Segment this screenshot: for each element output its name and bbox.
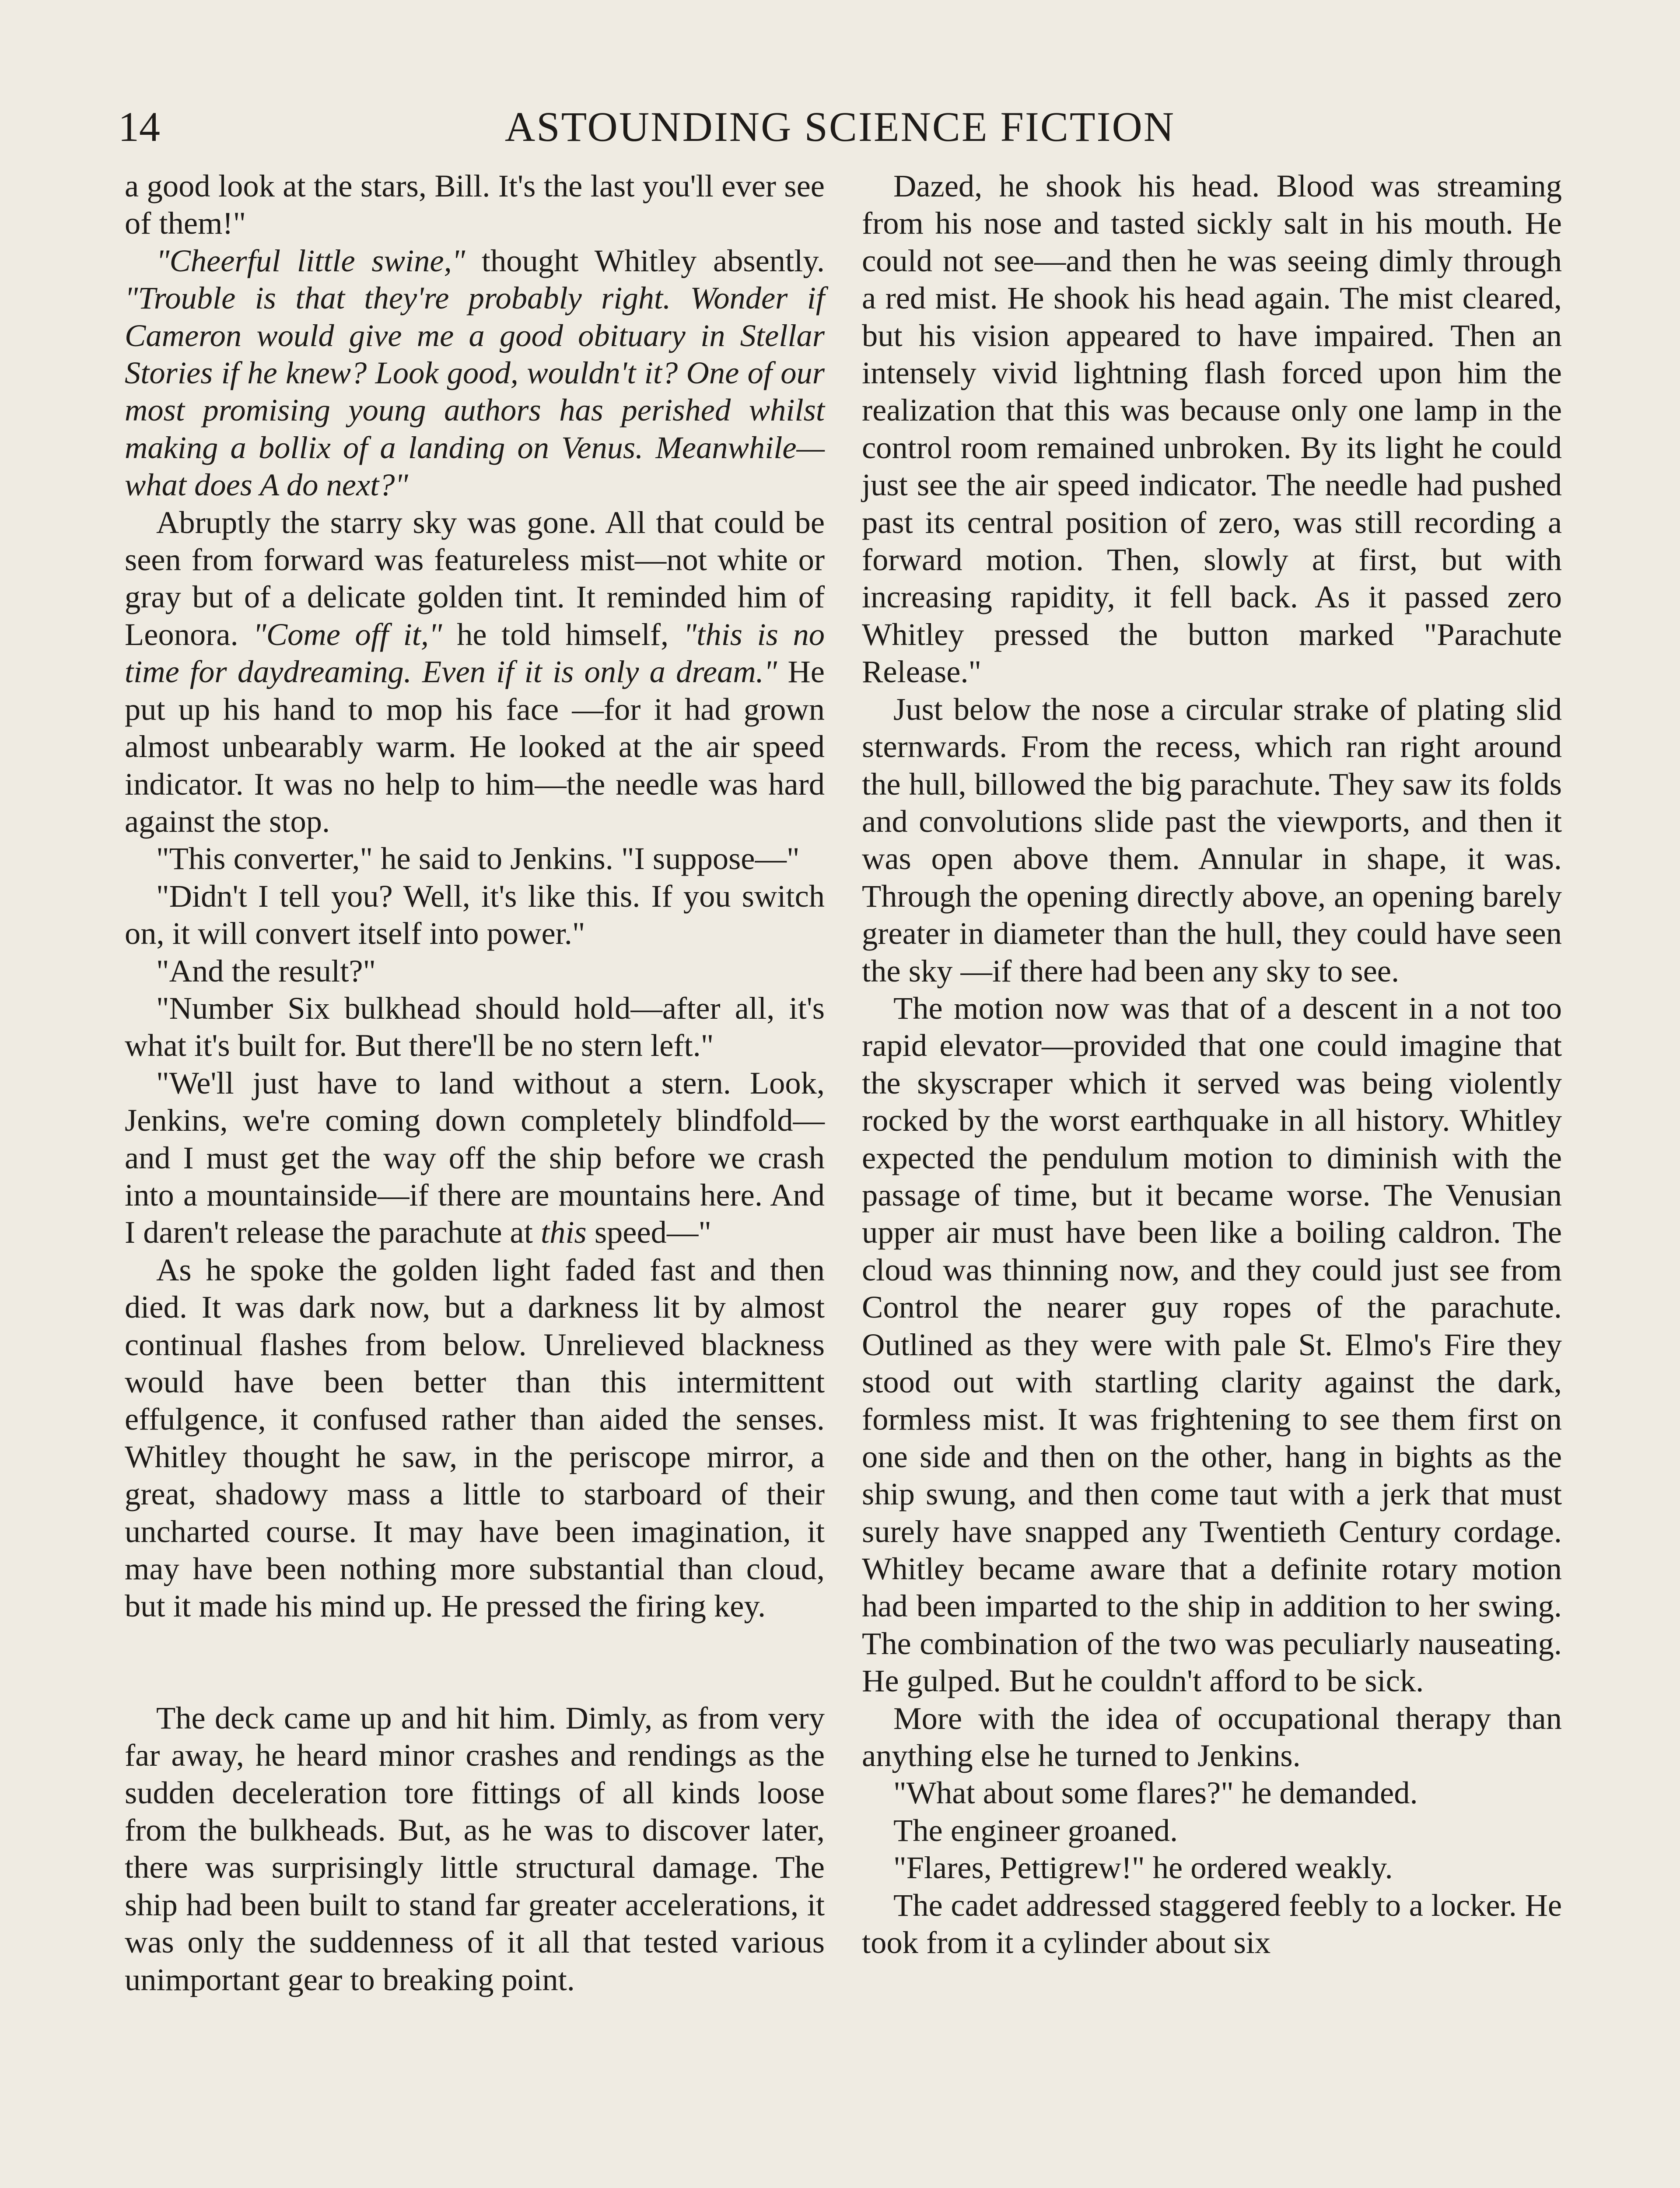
paragraph: As he spoke the golden light faded fast and then died. It was dark now, but a darkness lit by almost continual flashes from below. Unrelieved blackness would have been better than this intermittent effulgence, it confused rather than aided the senses. Whitley thought he saw, in the periscope mirror, a great, shadowy mass a little to starboard of their uncharted course. It may have been imagination, it may have been nothing more substantial than cloud, but it made his mind up. He pressed the firing key. (125, 1252, 825, 1624)
paragraph: a good look at the stars, Bill. It's the last you'll ever see of them!" (125, 168, 825, 241)
right-column (862, 167, 1562, 1961)
text-run: speed—" (586, 1214, 712, 1250)
italic-text: "Come off it," (253, 616, 442, 652)
paragraph (125, 1064, 825, 1251)
paragraph: "Didn't I tell you? Well, it's like this. If you switch on, it will convert itself into power." (125, 878, 825, 951)
page-header (118, 101, 1562, 153)
text-run: "We'll just have to land without a stern. Look, Jenkins, we're coming down completely blindfold—and I must get the way off the ship before we crash into a mountainside—if there are mountains here. And I daren't release the parachute at (125, 1065, 825, 1250)
paragraph: "This converter," he said to Jenkins. "I suppose—" (156, 841, 800, 877)
italic-text: "this is no time for daydreaming. Even if it is only a dream." (125, 616, 825, 690)
paragraph: The deck came up and hit him. Dimly, as from very far away, he heard minor crashes and rendings as the sudden deceleration tore fittings of all kinds loose from the bulkheads. But, as he was to discover later, there was surprisingly little structural damage. The ship had been built to stand far greater accelerations, it was only the suddenness of it all that tested various unimportant gear to breaking point. (125, 1700, 825, 1997)
paragraph: "Number Six bulkhead should hold—after all, it's what it's built for. But there'll be no stern left." (125, 990, 825, 1063)
paragraph: The motion now was that of a descent in a not too rapid elevator—provided that one could imagine that the skyscraper which it served was being violently rocked by the worst earthquake in all history. Whitley expected the pendulum motion to diminish with the passage of time, but it became worse. The Venusian upper air must have been like a boiling caldron. The cloud was thinning now, and they could just see from Control the nearer guy ropes of the parachute. Outlined as they were with pale St. Elmo's Fire they stood out with startling clarity against the dark, formless mist. It was frightening to see them first on one side and then on the other, hang in bights as the ship swung, and then come taut with a jerk that must surely have snapped any Twentieth Century cordage. Whitley became aware that a definite rotary motion had been imparted to the ship in addition to her swing. The combination of the two was peculiarly nauseating. He gulped. But he couldn't afford to be sick. (862, 990, 1562, 1699)
paragraph: The engineer groaned. (893, 1812, 1178, 1848)
paragraph: "What about some flares?" he demanded. (893, 1775, 1418, 1811)
text-run: Abruptly the starry sky was gone. All that could be seen from forward was featureless mist—not white or gray but of a delicate golden tint. It reminded him of Leonora. (125, 504, 825, 652)
paragraph (125, 242, 825, 504)
paragraph: Dazed, he shook his head. Blood was streaming from his nose and tasted sickly salt in his mouth. He could not see—and then he was seeing dimly through a red mist. He shook his head again. The mist cleared, but his vision appeared to have impaired. Then an intensely vivid lightning flash forced upon him the realization that this was because only one lamp in the control room remained unbroken. By its light he could just see the air speed indicator. The needle had pushed past its central position of zero, was still recording a forward motion. Then, slowly at first, but with increasing rapidity, it fell back. As it passed zero Whitley pressed the button marked "Parachute Release." (862, 168, 1562, 690)
page-number: 14 (118, 103, 160, 150)
text-run: He put up his hand to mop his face —for it had grown almost unbearably warm. He looked at the air speed indicator. It was no help to him—the needle was hard against the stop. (125, 654, 825, 839)
paragraph: "And the result?" (156, 953, 376, 989)
italic-text: "Trouble is that they're probably right. Wonder if Cameron would give me a good obituary in Stellar Stories if he knew? Look good, wouldn't it? One of our most promising young authors has perished whilst making a bollix of a landing on Venus. Meanwhile—what does A do next?" (125, 280, 825, 503)
paragraph: "Flares, Pettigrew!" he ordered weakly. (893, 1850, 1393, 1886)
left-column (125, 167, 825, 1998)
paragraph: The cadet addressed staggered feebly to a locker. He took from it a cylinder about six (862, 1887, 1562, 1960)
paragraph (125, 504, 825, 840)
text-run: thought Whitley absently. (465, 242, 825, 278)
paragraph: Just below the nose a circular strake of plating slid sternwards. From the recess, which ran right around the hull, billowed the big parachute. They saw its folds and convolutions slide past the viewports, and then it was open above them. Annular in shape, it was. Through the opening directly above, an opening barely greater in diameter than the hull, they could have seen the sky —if there had been any sky to see. (862, 691, 1562, 989)
running-title: ASTOUNDING SCIENCE FICTION (504, 103, 1176, 150)
paragraph: More with the idea of occupational therapy than anything else he turned to Jenkins. (862, 1700, 1562, 1774)
italic-text: "Cheerful little swine," (156, 242, 466, 278)
text-run: he told himself, (442, 616, 683, 652)
italic-text: this (540, 1214, 587, 1250)
